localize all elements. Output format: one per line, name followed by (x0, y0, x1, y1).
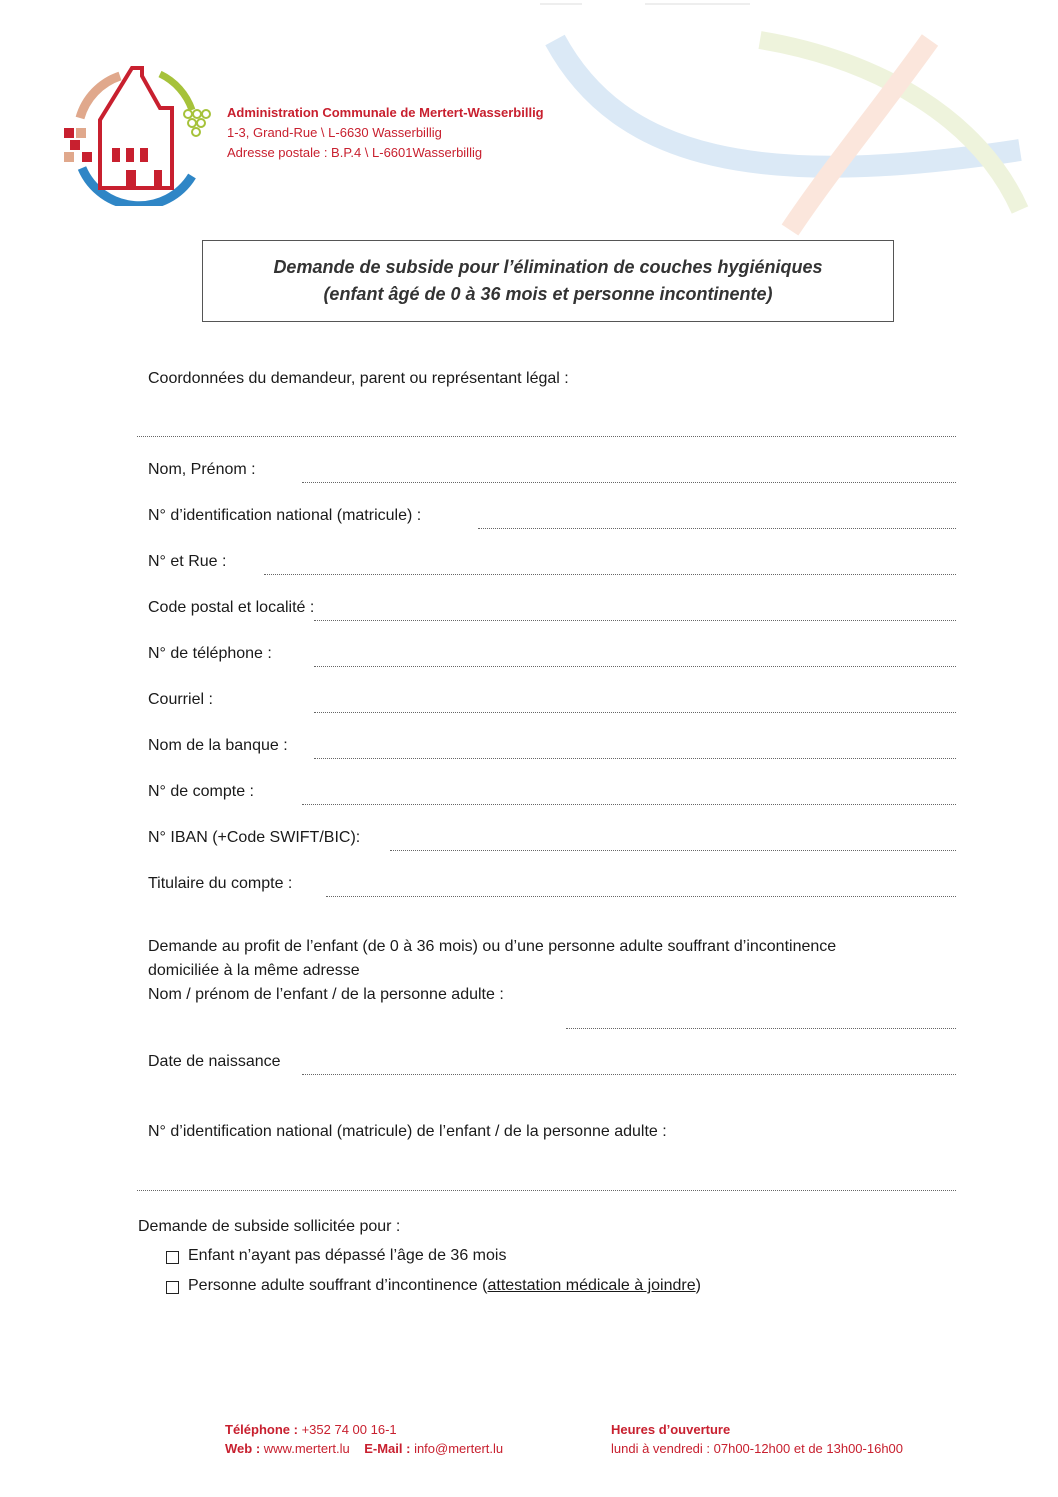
field-label-name: Nom, Prénom : (148, 461, 256, 478)
medical-certificate-link[interactable]: attestation médicale à joindre (487, 1277, 696, 1294)
form-title-line1: Demande de subside pour l’élimination de couches hygiéniques (273, 257, 823, 277)
footer-phone-label: Téléphone : (225, 1422, 298, 1437)
footer-web-label: Web : (225, 1441, 261, 1456)
footer-email-label: E-Mail : (364, 1441, 411, 1456)
field-label-account: N° de compte : (148, 783, 254, 800)
field-input-birth-date[interactable] (302, 1074, 956, 1075)
field-label-birth-date: Date de naissance (148, 1053, 281, 1070)
field-label-street: N° et Rue : (148, 553, 227, 570)
form-title-line2: (enfant âgé de 0 à 36 mois et personne incontinente) (323, 284, 773, 304)
footer-phone (225, 1422, 397, 1437)
field-input-beneficiary-id[interactable] (137, 1190, 956, 1191)
beneficiary-description-line1: Demande au profit de l’enfant (de 0 à 36 mois) ou d’une personne adulte souffrant d’incontinence (148, 938, 837, 955)
field-input-street[interactable] (264, 574, 956, 575)
field-input-name[interactable] (302, 482, 956, 483)
option-adult-label (188, 1277, 701, 1295)
field-input-bank[interactable] (314, 758, 956, 759)
footer-web (225, 1441, 503, 1456)
footer-phone-value: +352 74 00 16-1 (301, 1422, 397, 1437)
beneficiary-description-line2: domiciliée à la même adresse (148, 962, 360, 979)
field-label-national-id: N° d’identification national (matricule) : (148, 507, 422, 524)
field-label-account-holder: Titulaire du compte : (148, 875, 293, 892)
field-input-phone[interactable] (314, 666, 956, 667)
field-input-national-id[interactable] (478, 528, 956, 529)
field-input-email[interactable] (314, 712, 956, 713)
applicant-coordinates-line[interactable] (137, 436, 956, 437)
org-postal-address: Adresse postale : B.P.4 \ L-6601Wasserbillig (227, 145, 483, 160)
field-input-account[interactable] (302, 804, 956, 805)
field-label-iban: N° IBAN (+Code SWIFT/BIC): (148, 829, 361, 846)
form-title-box (202, 240, 894, 322)
field-input-postal-code[interactable] (314, 620, 956, 621)
field-label-phone: N° de téléphone : (148, 645, 272, 662)
field-input-beneficiary-name[interactable] (566, 1028, 956, 1029)
applicant-section-label: Coordonnées du demandeur, parent ou représentant légal : (148, 370, 569, 387)
field-label-bank: Nom de la banque : (148, 737, 288, 754)
field-label-postal-code: Code postal et localité : (148, 599, 315, 616)
footer-hours-value: lundi à vendredi : 07h00-12h00 et de 13h00-16h00 (611, 1441, 904, 1456)
field-label-email: Courriel : (148, 691, 213, 708)
field-input-iban[interactable] (390, 850, 956, 851)
footer-hours-title: Heures d’ouverture (611, 1422, 731, 1437)
subsidy-section-label: Demande de subside sollicitée pour : (138, 1218, 401, 1235)
footer-web-value[interactable]: www.mertert.lu (263, 1441, 350, 1456)
field-label-beneficiary-id: N° d’identification national (matricule) de l’enfant / de la personne adulte : (148, 1123, 667, 1140)
option-adult-suffix: ) (695, 1277, 701, 1294)
option-child-checkbox[interactable] (166, 1251, 179, 1264)
field-label-beneficiary-name: Nom / prénom de l’enfant / de la personne adulte : (148, 986, 504, 1003)
option-adult-prefix: Personne adulte souffrant d’incontinence ( (188, 1277, 488, 1294)
option-adult-checkbox[interactable] (166, 1281, 179, 1294)
field-input-account-holder[interactable] (326, 896, 956, 897)
footer-email-value[interactable]: info@mertert.lu (414, 1441, 504, 1456)
option-child-label: Enfant n’ayant pas dépassé l’âge de 36 mois (188, 1247, 507, 1264)
municipality-logo (60, 58, 220, 206)
org-name: Administration Communale de Mertert-Wasserbillig (227, 105, 544, 120)
org-address: 1-3, Grand-Rue \ L-6630 Wasserbillig (227, 125, 442, 140)
